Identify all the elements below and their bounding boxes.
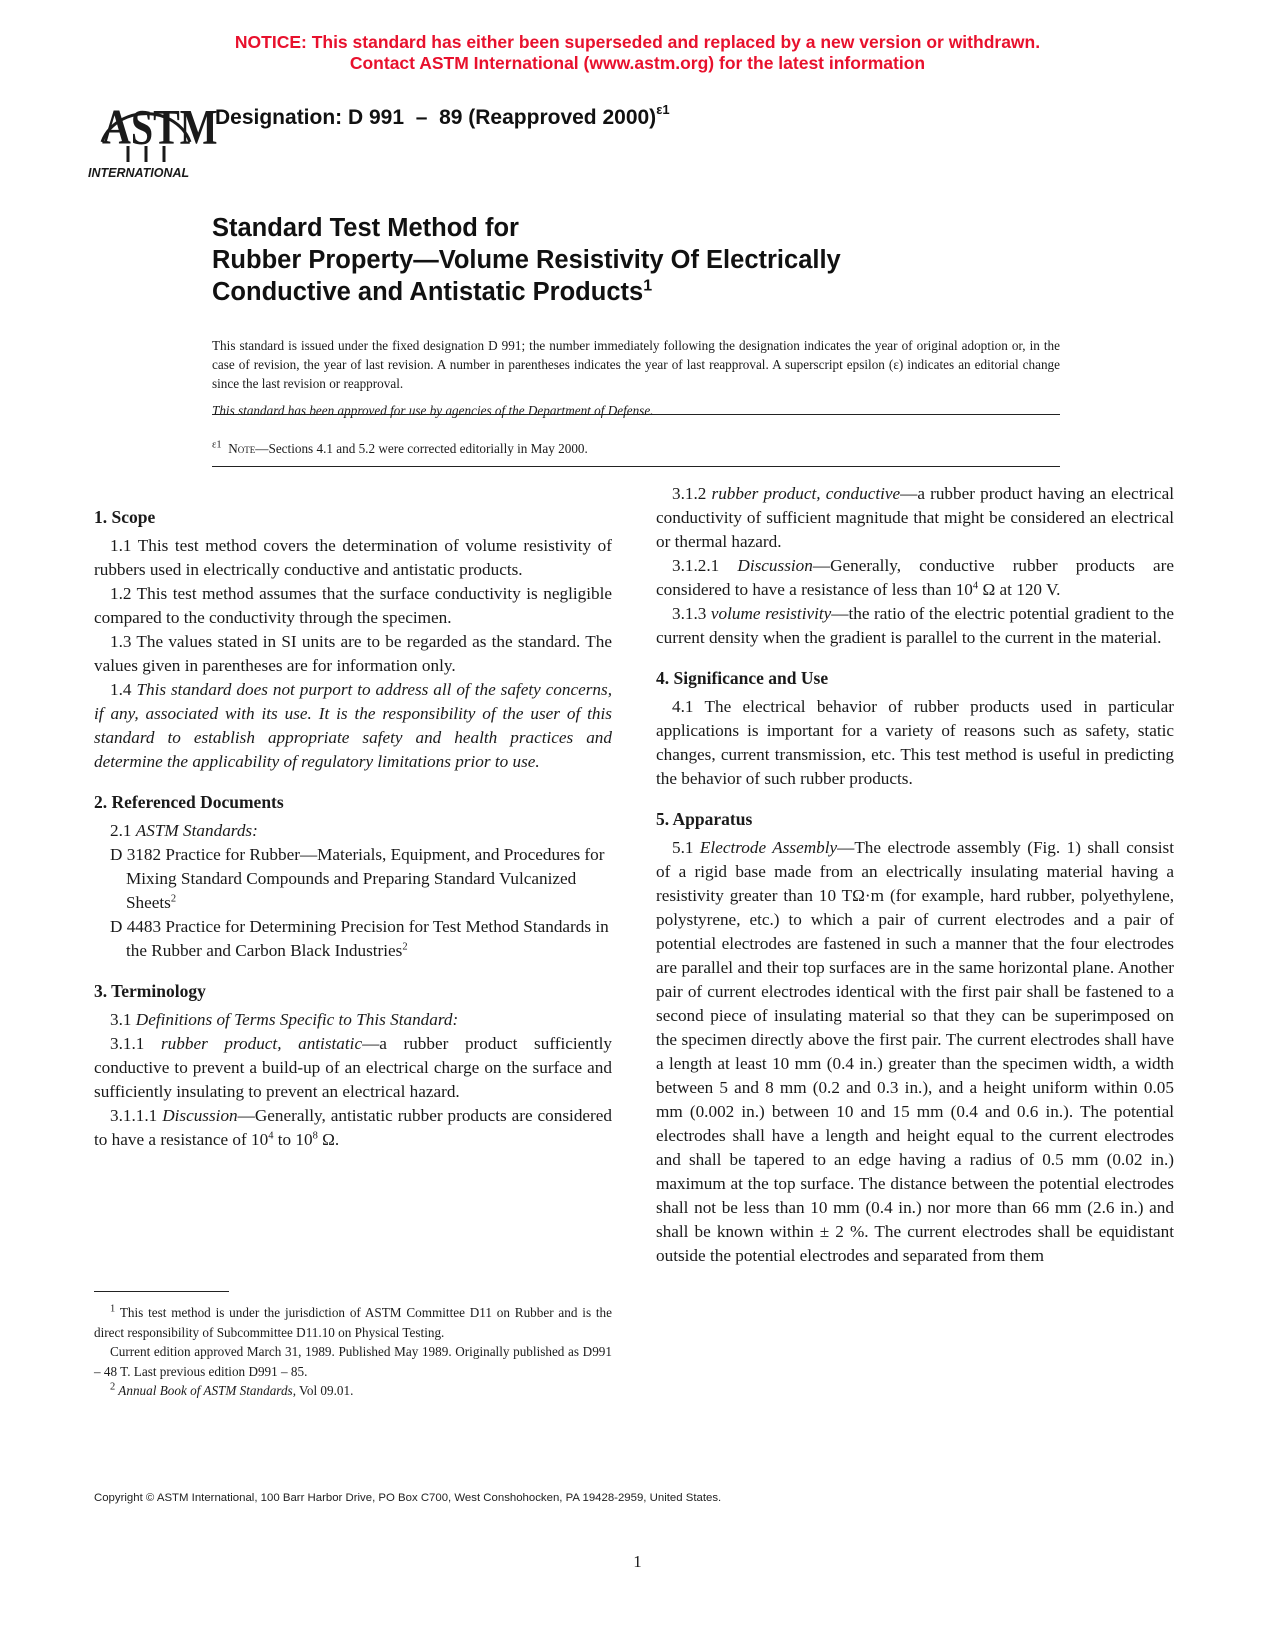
footnotes: [94, 1303, 612, 1401]
right-column: [656, 482, 1174, 1268]
para-4-1: 4.1 The electrical behavior of rubber products used in particular applications is important for a variety of reasons such as safety, static changes, current transmission, etc. This test method is useful in predicting the behavior of such rubber products.: [656, 697, 1174, 788]
footnote-divider: [94, 1291, 229, 1292]
editorial-mark: ε1: [212, 439, 222, 451]
copyright-line: Copyright © ASTM International, 100 Barr Harbor Drive, PO Box C700, West Conshohocken, PA 19428-2959, United States.: [94, 1492, 722, 1504]
note-label: Note: [228, 441, 256, 456]
notice-line-1: NOTICE: This standard has either been superseded and replaced by a new version or withdrawn.: [234, 32, 1041, 52]
para-1-4: 1.4 This standard does not purport to address all of the safety concerns, if any, associated with its use. It is the responsibility of the user of this standard to establish appropriate safety and health practices and determine the applicability of regulatory limitations prior to use.: [94, 680, 613, 771]
designation: [215, 102, 670, 130]
notice-line-2: Contact ASTM International (www.astm.org) for the latest information: [349, 53, 926, 73]
para-2-1: 2.1 ASTM Standards:: [110, 821, 258, 840]
logo-wordmark: INTERNATIONAL: [88, 166, 190, 180]
title-line-2: Rubber Property—Volume Resistivity Of Electrically: [212, 246, 841, 274]
page-number: 1: [633, 1552, 642, 1571]
designation-label: Designation: D 991: [215, 106, 405, 129]
para-1-3: 1.3 The values stated in SI units are to be regarded as the standard. The values given in parentheses are for information only.: [94, 632, 612, 675]
logo-letters: ASTM: [102, 99, 218, 155]
title-footnote-mark: 1: [643, 277, 653, 295]
preamble: [212, 336, 1060, 420]
section-heading-significance: 4. Significance and Use: [656, 668, 829, 688]
para-3-1-1: 3.1.1 rubber product, antistatic—a rubber product sufficiently conductive to prevent a build-up of an electrical charge on the surface and sufficiently insulating to prevent an electrical hazard.: [94, 1034, 613, 1101]
reference-d4483: D 4483 Practice for Determining Precision for Test Method Standards in the Rubber and Carbon Black Industries$^2$: [110, 917, 609, 960]
astm-international-logo: [88, 86, 218, 182]
left-column: [94, 505, 612, 1152]
page-title: [212, 212, 1112, 308]
title-line-1: Standard Test Method for: [212, 214, 519, 242]
dod-approval: This standard has been approved for use by agencies of the Department of Defense.: [212, 403, 654, 418]
designation-dash: –: [415, 106, 428, 129]
editorial-note: [212, 441, 588, 457]
withdrawal-notice: [0, 32, 1275, 74]
section-heading-terminology: 3. Terminology: [94, 981, 206, 1001]
footnote-2: $^2$ Annual Book of ASTM Standards, Vol 09.01.: [110, 1381, 354, 1398]
title-line-3: Conductive and Antistatic Products$^1$: [212, 277, 653, 306]
para-3-1: 3.1 Definitions of Terms Specific to This Standard:: [110, 1010, 459, 1029]
section-heading-scope: 1. Scope: [94, 507, 156, 527]
section-heading-referenced-documents: 2. Referenced Documents: [94, 792, 284, 812]
para-3-1-3: 3.1.3 volume resistivity—the ratio of the electric potential gradient to the current density when the gradient is parallel to the current in the material.: [656, 604, 1175, 647]
para-5-1: 5.1 Electrode Assembly—The electrode assembly (Fig. 1) shall consist of a rigid base made from an electrically insulating material having a resistivity greater than 10 TΩ·m (for example, hard rubber, polyethylene, polystyrene, etc.) to which a pair of current electrodes and a pair of potential electrodes are fastened in such a manner that the four electrodes are parallel and their top surfaces are in the same horizontal plane. Another pair of current electrodes identical with the first pair shall be fastened to a second piece of insulating material so that they can be superimposed on the specimen directly above the first pair. The current electrodes shall have a length at least 10 mm (0.4 in.) greater than the specimen width, a width between 5 and 8 mm (0.2 and 0.3 in.), and a height uniform within 0.05 mm (0.002 in.) between 10 and 15 mm (0.4 and 0.6 in.). The potential electrodes shall have a length and height equal to the current electrodes and shall be tapered to an edge having a radius of 0.5 mm (0.02 in.) maximum at the top surface. The distance between the potential electrodes shall not be less than 10 mm (0.4 in.) nor more than 66 mm (2.6 in.) and shall be known within ± 2 %. The current electrodes shall be equidistant outside the potential electrodes and separated from them: [656, 838, 1175, 1265]
para-1-2: 1.2 This test method assumes that the surface conductivity is negligible compared to the conductivity through the specimen.: [94, 584, 612, 627]
issued-statement: This standard is issued under the fixed designation D 991; the number immediately following the designation indicates the year of original adoption or, in the case of revision, the year of last revision. A number in parentheses indicates the year of last reapproval. A superscript epsilon (ε) indicates an editorial change since the last revision or reapproval.: [212, 338, 1060, 391]
divider-bottom: [212, 466, 1060, 467]
reference-d3182: D 3182 Practice for Rubber—Materials, Equipment, and Procedures for Mixing Standard Compounds and Preparing Standard Vulcanized Sheets$^2$: [110, 845, 605, 912]
footnote-1-edition: Current edition approved March 31, 1989. Published May 1989. Originally published as D991 – 48 T. Last previous edition D991 – 85.: [94, 1344, 612, 1379]
para-3-1-1-1: 3.1.1.1 Discussion—Generally, antistatic rubber products are considered to have a resistance of $10^4$ to $10^8$ Ω.: [94, 1106, 612, 1149]
divider-top: [212, 414, 1060, 415]
para-3-1-2: 3.1.2 rubber product, conductive—a rubber product having an electrical conductivity of sufficient magnitude that might be considered an electrical or thermal hazard.: [656, 484, 1174, 551]
section-heading-apparatus: 5. Apparatus: [656, 809, 753, 829]
note-text: —Sections 4.1 and 5.2 were corrected editorially in May 2000.: [255, 441, 588, 456]
para-1-1: 1.1 This test method covers the determination of volume resistivity of rubbers used in electrically conductive and antistatic products.: [94, 536, 612, 579]
designation-year: 89 (Reapproved 2000): [439, 106, 657, 129]
para-3-1-2-1: 3.1.2.1 Discussion—Generally, conductive rubber products are considered to have a resistance of less than $10^4$ Ω at 120 V.: [656, 556, 1175, 599]
designation-superscript: ε1: [656, 102, 670, 117]
footnote-1: $^1$ This test method is under the jurisdiction of ASTM Committee D11 on Rubber and is the direct responsibility of Subcommittee D11.10 on Physical Testing.: [94, 1303, 612, 1340]
